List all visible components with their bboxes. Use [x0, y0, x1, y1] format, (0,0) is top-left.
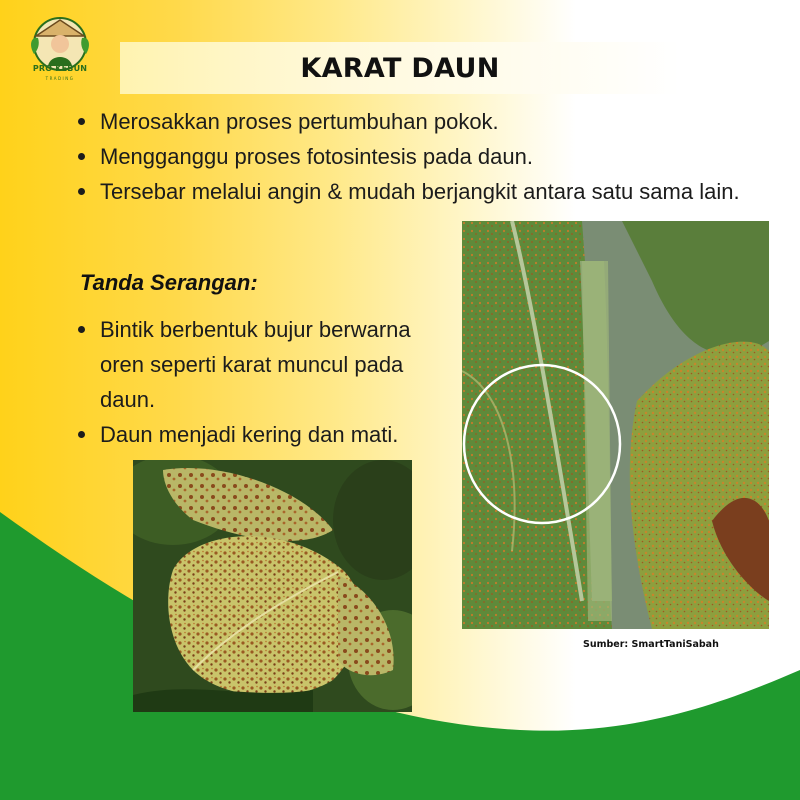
list-item: Mengganggu proses fotosintesis pada daun.: [76, 139, 756, 174]
signs-heading: Tanda Serangan:: [80, 270, 258, 295]
list-item: Bintik berbentuk bujur berwarna oren seperti karat muncul pada daun.: [76, 312, 456, 417]
page-title: KARAT DAUN: [300, 52, 500, 84]
list-item: Tersebar melalui angin & mudah berjangkit antara satu sama lain.: [76, 174, 756, 209]
list-item: Merosakkan proses pertumbuhan pokok.: [76, 104, 756, 139]
rusted-leaf-photo: [133, 460, 412, 712]
title-bar: [120, 42, 680, 94]
effects-list: [76, 104, 756, 209]
source-credit: Sumber: SmartTaniSabah: [583, 639, 719, 650]
brand-name: PRO KEBUN: [32, 64, 88, 73]
list-item: Daun menjadi kering dan mati.: [76, 417, 456, 452]
pro-kebun-logo: [22, 14, 98, 102]
corn-rust-photo: [462, 221, 769, 629]
brand-tagline: TRADING: [45, 76, 75, 81]
signs-list: [76, 312, 456, 452]
